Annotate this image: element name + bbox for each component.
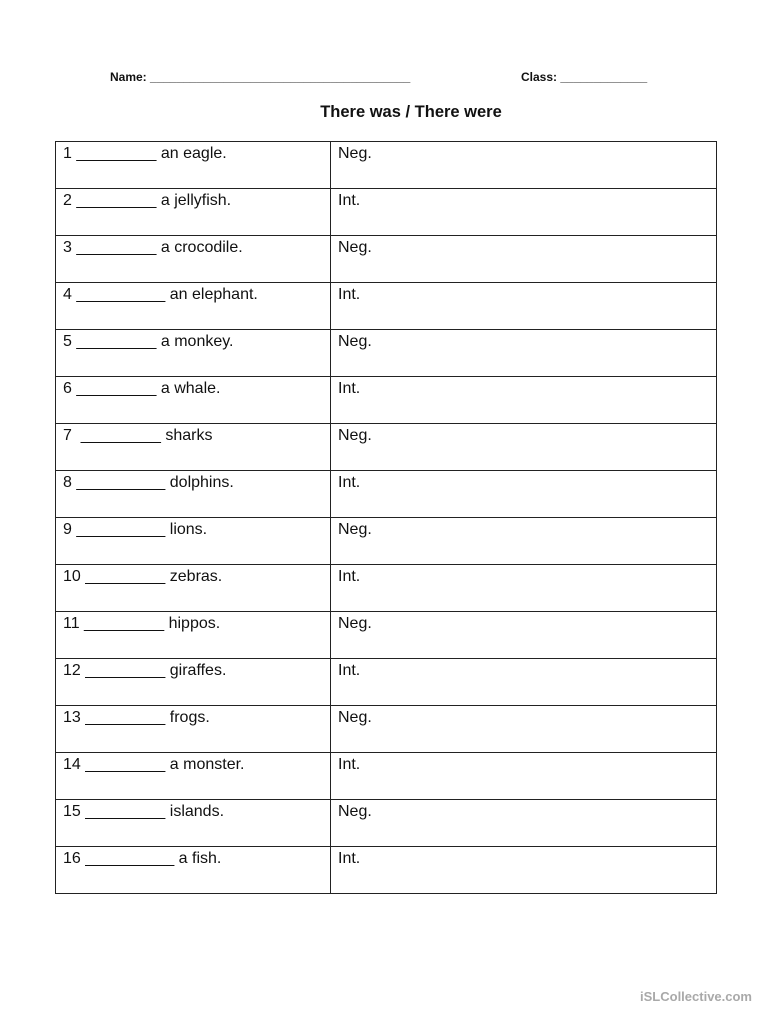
sentence-type: Neg. — [331, 706, 717, 753]
table-row — [56, 706, 717, 753]
sentence-type: Neg. — [331, 236, 717, 283]
table-row — [56, 283, 717, 330]
table-row — [56, 518, 717, 565]
table-row — [56, 330, 717, 377]
exercise-item: 12 _________ giraffes. — [56, 659, 331, 706]
exercise-item: 6 _________ a whale. — [56, 377, 331, 424]
sentence-type: Int. — [331, 377, 717, 424]
sentence-type: Neg. — [331, 612, 717, 659]
exercise-item: 9 __________ lions. — [56, 518, 331, 565]
exercise-item: 15 _________ islands. — [56, 800, 331, 847]
sentence-type: Neg. — [331, 330, 717, 377]
table-row — [56, 142, 717, 189]
table-row — [56, 800, 717, 847]
table-row — [56, 612, 717, 659]
sentence-type: Int. — [331, 753, 717, 800]
table-row — [56, 471, 717, 518]
sentence-type: Int. — [331, 847, 717, 894]
sentence-type: Int. — [331, 659, 717, 706]
exercise-item: 2 _________ a jellyfish. — [56, 189, 331, 236]
exercise-item: 3 _________ a crocodile. — [56, 236, 331, 283]
table-row — [56, 424, 717, 471]
class-field-line: Class: _____________ — [521, 70, 648, 84]
site-watermark: iSLCollective.com — [640, 989, 752, 1004]
exercise-item: 16 __________ a fish. — [56, 847, 331, 894]
sentence-type: Neg. — [331, 518, 717, 565]
exercise-item: 8 __________ dolphins. — [56, 471, 331, 518]
table-row — [56, 377, 717, 424]
exercise-item: 11 _________ hippos. — [56, 612, 331, 659]
sentence-type: Int. — [331, 283, 717, 330]
sentence-type: Int. — [331, 471, 717, 518]
exercise-item: 5 _________ a monkey. — [56, 330, 331, 377]
table-row — [56, 847, 717, 894]
sentence-type: Neg. — [331, 800, 717, 847]
exercise-item: 10 _________ zebras. — [56, 565, 331, 612]
worksheet-title: There was / There were — [320, 103, 502, 121]
exercise-item: 13 _________ frogs. — [56, 706, 331, 753]
table-row — [56, 659, 717, 706]
exercise-item: 1 _________ an eagle. — [56, 142, 331, 189]
sentence-type: Neg. — [331, 424, 717, 471]
table-row — [56, 236, 717, 283]
name-field-line: Name: _______________________________________ — [110, 70, 411, 84]
exercise-item: 7 _________ sharks — [56, 424, 331, 471]
table-row — [56, 189, 717, 236]
table-row — [56, 565, 717, 612]
exercise-item: 14 _________ a monster. — [56, 753, 331, 800]
table-row — [56, 753, 717, 800]
exercise-item: 4 __________ an elephant. — [56, 283, 331, 330]
exercise-table — [55, 141, 717, 894]
sentence-type: Int. — [331, 189, 717, 236]
sentence-type: Neg. — [331, 142, 717, 189]
sentence-type: Int. — [331, 565, 717, 612]
